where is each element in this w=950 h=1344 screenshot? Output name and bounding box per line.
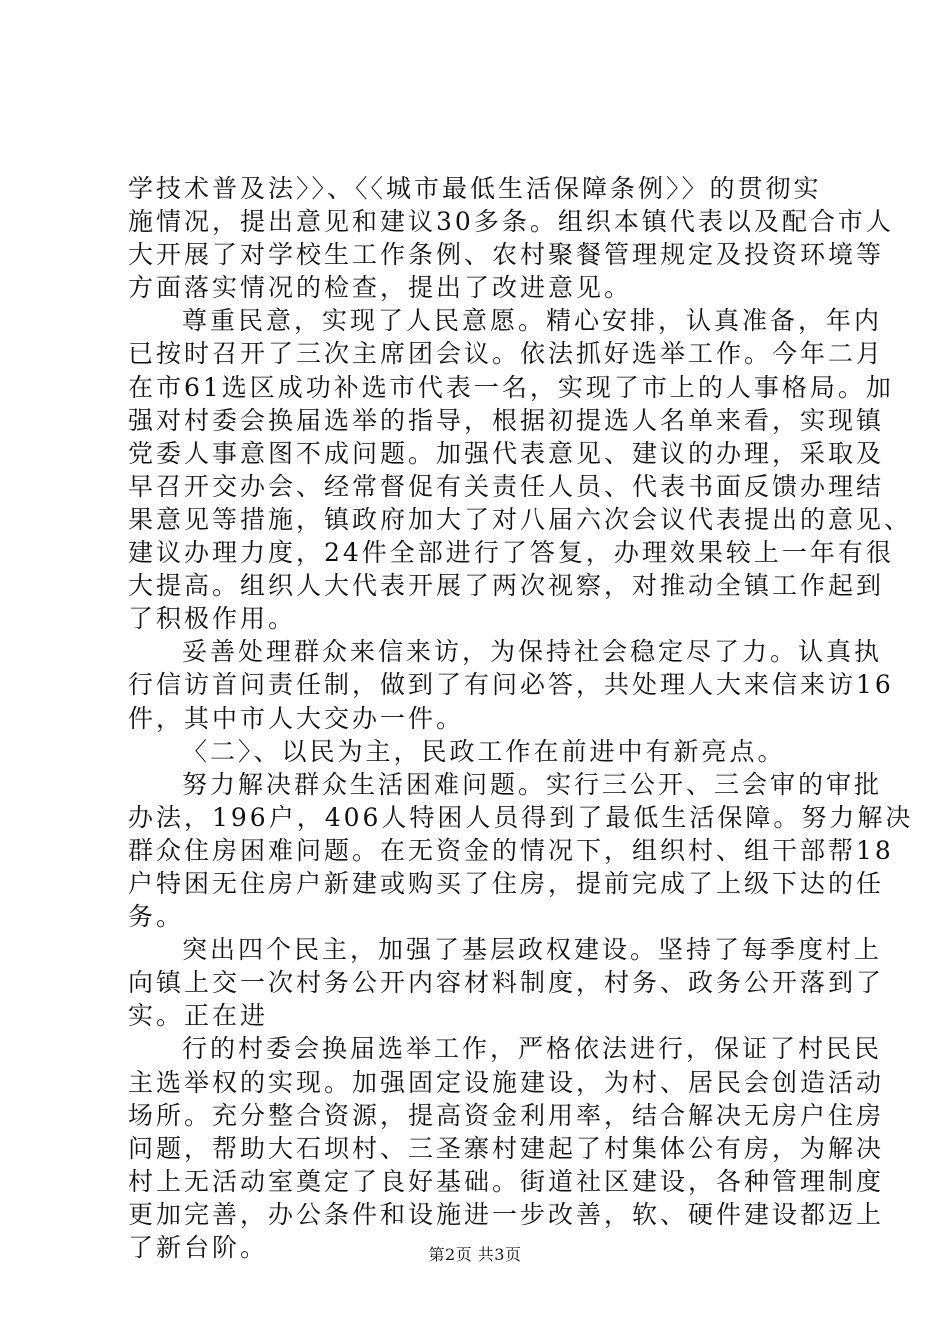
paragraph-start-line: 妥善处理群众来信来访，为保持社会稳定尽了力。认真执 [182,637,883,667]
text-line: 果意见等措施，镇政府加大了对八届六次会议代表提出的意见、 [128,504,913,534]
text-line: 强对村委会换届选举的指导，根据初提选人名单来看，实现镇 [128,405,885,435]
document-body [128,172,914,1264]
text-line: 学技术普及法〉〉、〈〈城市最低生活保障条例〉〉的贯彻实 [128,174,822,203]
text-line: 务。 [128,902,185,932]
text-line: 向镇上交一次村务公开内容材料制度，村务、政务公开落到了 [128,968,885,998]
text-line: 办法，196户，406人特困人员得到了最低生活保障。努力解决 [128,802,914,832]
text-line: 党委人事意图不成问题。加强代表意见、建议的办理，采取及 [128,438,885,468]
text-line: 实。正在进 [128,1001,269,1031]
text-line: 已按时召开了三次主席团会议。依法抓好选举工作。今年二月 [128,339,885,369]
text-line: 方面落实情况的检查，提出了改进意见。 [128,273,633,303]
text-line: 村上无活动室奠定了良好基础。街道社区建设，各种管理制度 [128,1166,885,1196]
text-line: 早召开交办会、经常督促有关责任人员、代表书面反馈办理结 [128,471,885,501]
text-line: 在市61选区成功补选市代表一名，实现了市上的人事格局。加 [128,372,894,402]
text-line: 施情况，提出意见和建议30多条。组织本镇代表以及配合市人 [128,207,894,237]
paragraph-start-line: 努力解决群众生活困难问题。实行三公开、三会审的审批 [182,769,883,799]
page-number-footer: 第2页 共3页 [428,1245,522,1264]
text-line: 更加完善，办公条件和设施进一步改善，软、硬件建设都迈上 [128,1199,885,1229]
text-line: 场所。充分整合资源，提高资金利用率，结合解决无房户住房 [128,1100,885,1130]
text-line: 问题，帮助大石坝村、三圣寨村建起了村集体公有房，为解决 [128,1133,885,1163]
text-line: 群众住房困难问题。在无资金的情况下，组织村、组干部帮18 [128,835,894,865]
section-heading: 〈二〉、以民为主，民政工作在前进中有新亮点。 [182,736,786,766]
text-line: 了积极作用。 [128,604,297,634]
text-line: 户特困无住房户新建或购买了住房，提前完成了上级下达的任 [128,868,885,898]
text-line: 主选举权的实现。加强固定设施建设，为村、居民会创造活动 [128,1067,885,1097]
text-line: 大提高。组织人大代表开展了两次视察，对推动全镇工作起到 [128,571,885,601]
text-line: 大开展了对学校生工作条例、农村聚餐管理规定及投资环境等 [128,240,885,270]
text-line: 了新台阶。 [128,1233,269,1262]
paragraph-start-line: 尊重民意，实现了人民意愿。精心安排，认真准备，年内 [182,306,883,336]
text-line: 件，其中市人大交办一件。 [128,703,465,733]
paragraph-start-line: 行的村委会换届选举工作，严格依法进行，保证了村民民 [182,1034,883,1064]
paragraph-start-line: 突出四个民主，加强了基层政权建设。坚持了每季度村上 [182,935,883,965]
text-line: 行信访首问责任制，做到了有问必答，共处理人大来信来访16 [128,670,894,700]
text-line: 建议办理力度，24件全部进行了答复，办理效果较上一年有很 [128,538,894,568]
